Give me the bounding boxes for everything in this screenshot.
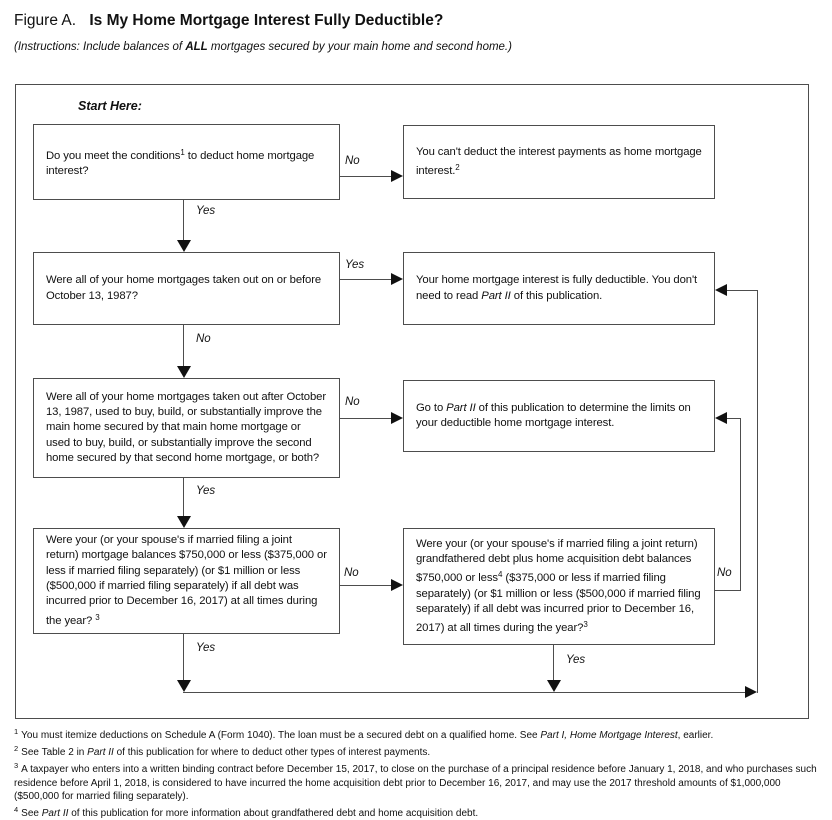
footnotes [14, 725, 826, 820]
text-segment: You must itemize deductions on Schedule A (Form 1040). The loan must be a secured debt on a qualified home. See [21, 730, 541, 741]
arrowhead-down-q1-yes-icon [177, 240, 191, 252]
connector-q1-no [340, 176, 391, 177]
connector-q5-yes [553, 645, 554, 680]
arrowhead-right-q4-no-icon [391, 579, 403, 591]
connector-q1-yes [183, 200, 184, 240]
label-no-q4: No [344, 567, 359, 579]
connector-q4-no [340, 585, 391, 586]
footnote-4-marker: 4 [14, 805, 19, 815]
arrowhead-left-into-fully-deductible-icon [715, 284, 727, 296]
arrowhead-down-q2-no-icon [177, 366, 191, 378]
footnote-ref-3: 3 [583, 620, 588, 630]
footnote-ref-4: 4 [497, 570, 503, 580]
arrowhead-right-q2-yes-icon [391, 273, 403, 285]
text-segment: of this publication to determine the limits on your deductible home mortgage interest. [416, 401, 691, 429]
question-balances-750000-or-less-text [46, 533, 327, 629]
connector-q5-no-up [740, 418, 741, 591]
footnote-4 [14, 803, 826, 820]
text-segment: Were your (or your spouse's if married filing a joint return) mortgage balances $750,000 or less ($375,000 or less if married filing separately) (or $1 million or less ($500,000 if married filing separately) if all debt was incurred prior to December 16, 2017) at all times during the year? [46, 534, 327, 627]
question-balances-750000-or-less [33, 528, 340, 634]
part-2-reference: Part II [446, 401, 476, 414]
question-mortgages-after-oct-13-1987-text: Were all of your home mortgages taken out after October 13, 1987, used to buy, build, or substantially improve the main home secured by that main home mortgage or used to buy, build, or substantially improve the second home secured by that second home mortgage, or both? [46, 390, 326, 464]
label-no-q2: No [196, 333, 211, 345]
connector-return-into-fully-deductible [727, 290, 757, 291]
footnote-3-marker: 3 [14, 761, 19, 771]
figure-title-text: Is My Home Mortgage Interest Fully Deductible? [89, 12, 444, 29]
start-here-label: Start Here: [78, 99, 142, 113]
question-mortgages-after-oct-13-1987-buy-build-improve [33, 378, 340, 478]
connector-q4-yes [183, 634, 184, 680]
label-no-q3: No [345, 396, 360, 408]
instructions-bold-all: ALL [185, 41, 208, 53]
text-segment: of this publication for where to deduct other types of interest payments. [113, 747, 431, 759]
arrowhead-down-q3-yes-icon [177, 516, 191, 528]
figure-title [14, 12, 443, 30]
outcome-fully-deductible-text [416, 273, 702, 304]
arrowhead-right-q3-no-icon [391, 412, 403, 424]
footnote-ref-2: 2 [455, 163, 460, 172]
text-segment: of this publication. [510, 289, 603, 302]
arrowhead-right-bottom-return-icon [745, 686, 757, 698]
connector-q5-no-into-part2 [727, 418, 740, 419]
connector-bottom-return [183, 692, 745, 693]
text-segment: of this publication for more information about grandfathered debt and home acquisition debt. [68, 808, 479, 820]
question-mortgages-before-oct-13-1987-text: Were all of your home mortgages taken out on or before October 13, 1987? [46, 274, 322, 302]
text-segment: Your home mortgage interest is fully deductible. You don't need to read [416, 274, 698, 302]
outcome-go-to-part-2 [403, 380, 715, 452]
footnote-3 [14, 759, 826, 803]
text-segment: Were your (or your spouse's if married filing a joint return) grandfathered debt plus home acquisition debt balances $750,000 or less [416, 537, 698, 585]
instructions-line [14, 41, 512, 53]
footnote-ref-3: 3 [95, 612, 100, 622]
arrowhead-down-q5-yes-icon [547, 680, 561, 692]
question-grandfathered-plus-acquisition-text [416, 537, 702, 637]
connector-q2-yes [340, 279, 391, 280]
text-segment: ($375,000 or less if married filing separately) (or $1 million or less ($500,000 if married filing separately) if all debt was incurred prior to December 16, 2017) at all times during the year? [416, 572, 701, 635]
text-segment: Do you meet the conditions [46, 149, 181, 162]
label-yes-q5: Yes [566, 654, 586, 666]
arrowhead-left-into-part2-icon [715, 412, 727, 424]
part-2-reference: Part II [41, 808, 69, 820]
connector-q3-no [340, 418, 391, 419]
footnote-2-marker: 2 [14, 744, 19, 754]
outcome-fully-deductible [403, 252, 715, 325]
text-segment: Go to [416, 401, 447, 414]
question-deduct-conditions-text [46, 145, 327, 180]
label-yes-q4: Yes [196, 642, 216, 654]
label-no-q5: No [717, 567, 732, 579]
text-segment: You can't deduct the interest payments as home mortgage interest. [416, 145, 702, 177]
part-2-reference: Part II [481, 289, 511, 302]
question-deduct-conditions [33, 124, 340, 200]
label-yes-q1: Yes [196, 205, 216, 217]
outcome-cannot-deduct-text [416, 145, 702, 180]
question-mortgages-before-oct-13-1987 [33, 252, 340, 325]
arrowhead-down-q4-yes-icon [177, 680, 191, 692]
text-segment: See Table 2 in [21, 747, 88, 759]
part-2-reference: Part II [87, 747, 114, 759]
text-segment: , earlier. [677, 730, 714, 741]
label-no-q1: No [345, 155, 360, 167]
outcome-cannot-deduct [403, 125, 715, 199]
outcome-go-to-part-2-text [416, 401, 702, 432]
text-segment: A taxpayer who enters into a written binding contract before December 15, 2017, to close on the purchase of a principal residence before January 1, 2018, and who purchases such residence before April 1, 2018, is considered to have incurred the home acquisition debt prior to December 16, 2017, and may use the 2017 threshold amounts of $1,000,000 ($500,000 for married filing separately). [14, 764, 817, 802]
label-yes-q2: Yes [345, 259, 365, 271]
connector-q2-no [183, 325, 184, 366]
footnote-1-marker: 1 [14, 727, 19, 736]
text-segment: See [21, 808, 42, 820]
connector-q5-no-out [715, 590, 740, 591]
footnote-1 [14, 725, 826, 742]
instructions-part: mortgages secured by your main home and second home.) [207, 41, 512, 53]
connector-return-up [757, 290, 758, 693]
text-segment: to deduct home mortgage interest? [46, 149, 315, 177]
footnote-ref-1: 1 [180, 147, 185, 157]
instructions-part: (Instructions: Include balances of [14, 41, 186, 53]
footnote-2 [14, 742, 826, 759]
arrowhead-right-q1-no-icon [391, 170, 403, 182]
figure-label: Figure A. [14, 12, 77, 29]
label-yes-q3: Yes [196, 485, 216, 497]
connector-q3-yes [183, 478, 184, 516]
part-1-reference: Part I, Home Mortgage Interest [540, 730, 678, 741]
question-grandfathered-plus-acquisition-750000-or-less [403, 528, 715, 645]
